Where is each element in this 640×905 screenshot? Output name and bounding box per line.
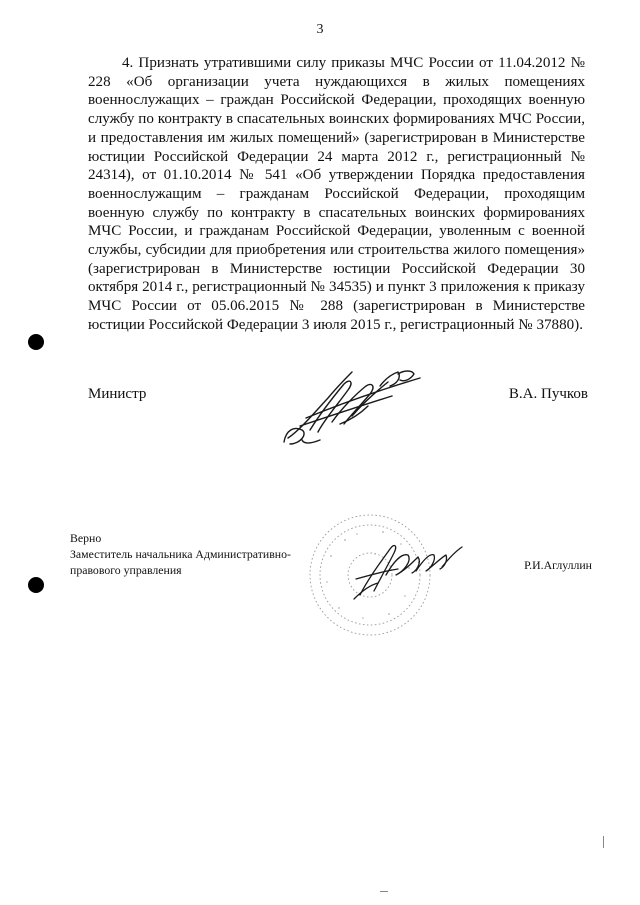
- deputy-signature: [350, 535, 470, 605]
- punch-hole-top: [28, 334, 44, 350]
- deputy-name: Р.И.Аглуллин: [524, 558, 592, 572]
- punch-hole-bottom: [28, 577, 44, 593]
- page-number: 3: [316, 22, 324, 37]
- minister-signature: [280, 360, 440, 450]
- clause-paragraph: 4. Признать утратившими силу приказы МЧС России от 11.04.2012 № 228 «Об организации учета нуждающихся в жилых помещениях военнослужащих – граждан Российской Федерации, проходящих военную службу по контракту в спасательных воинских формированиях МЧС России, и предоставления им жилых помещений» (зарегистрирован в Министерстве юстиции Российской Федерации 24 марта 2012 г., регистрационный № 24314), от 01.10.2014 № 541 «Об утверждении Порядка предоставления военнослужащим – гражданам Российской Федерации, проходящим военную службу по контракту в спасательных воинских формированиях МЧС России, и гражданам Российской Федерации, уволенным с военной службы, субсидии для приобретения или строительства жилого помещения» (зарегистрирован в Министерстве юстиции Российской Федерации 30 октября 2014 г., регистрационный № 34535) и пункт 3 приложения к приказу МЧС России от 05.06.2015 № 288 (зарегистрирован в Министерстве юстиции Российской Федерации 3 июля 2015 г., регистрационный № 37880).: [88, 55, 585, 333]
- verified-label: Верно: [70, 531, 102, 545]
- deputy-position-line-2: правового управления: [70, 563, 182, 577]
- deputy-position-line-1: Заместитель начальника Административно-: [70, 547, 291, 561]
- minister-name: В.А. Пучков: [508, 386, 588, 402]
- minister-title: Министр: [88, 386, 147, 402]
- scan-speck: [603, 836, 604, 848]
- scan-speck: [380, 891, 388, 892]
- certification-block: [70, 530, 291, 578]
